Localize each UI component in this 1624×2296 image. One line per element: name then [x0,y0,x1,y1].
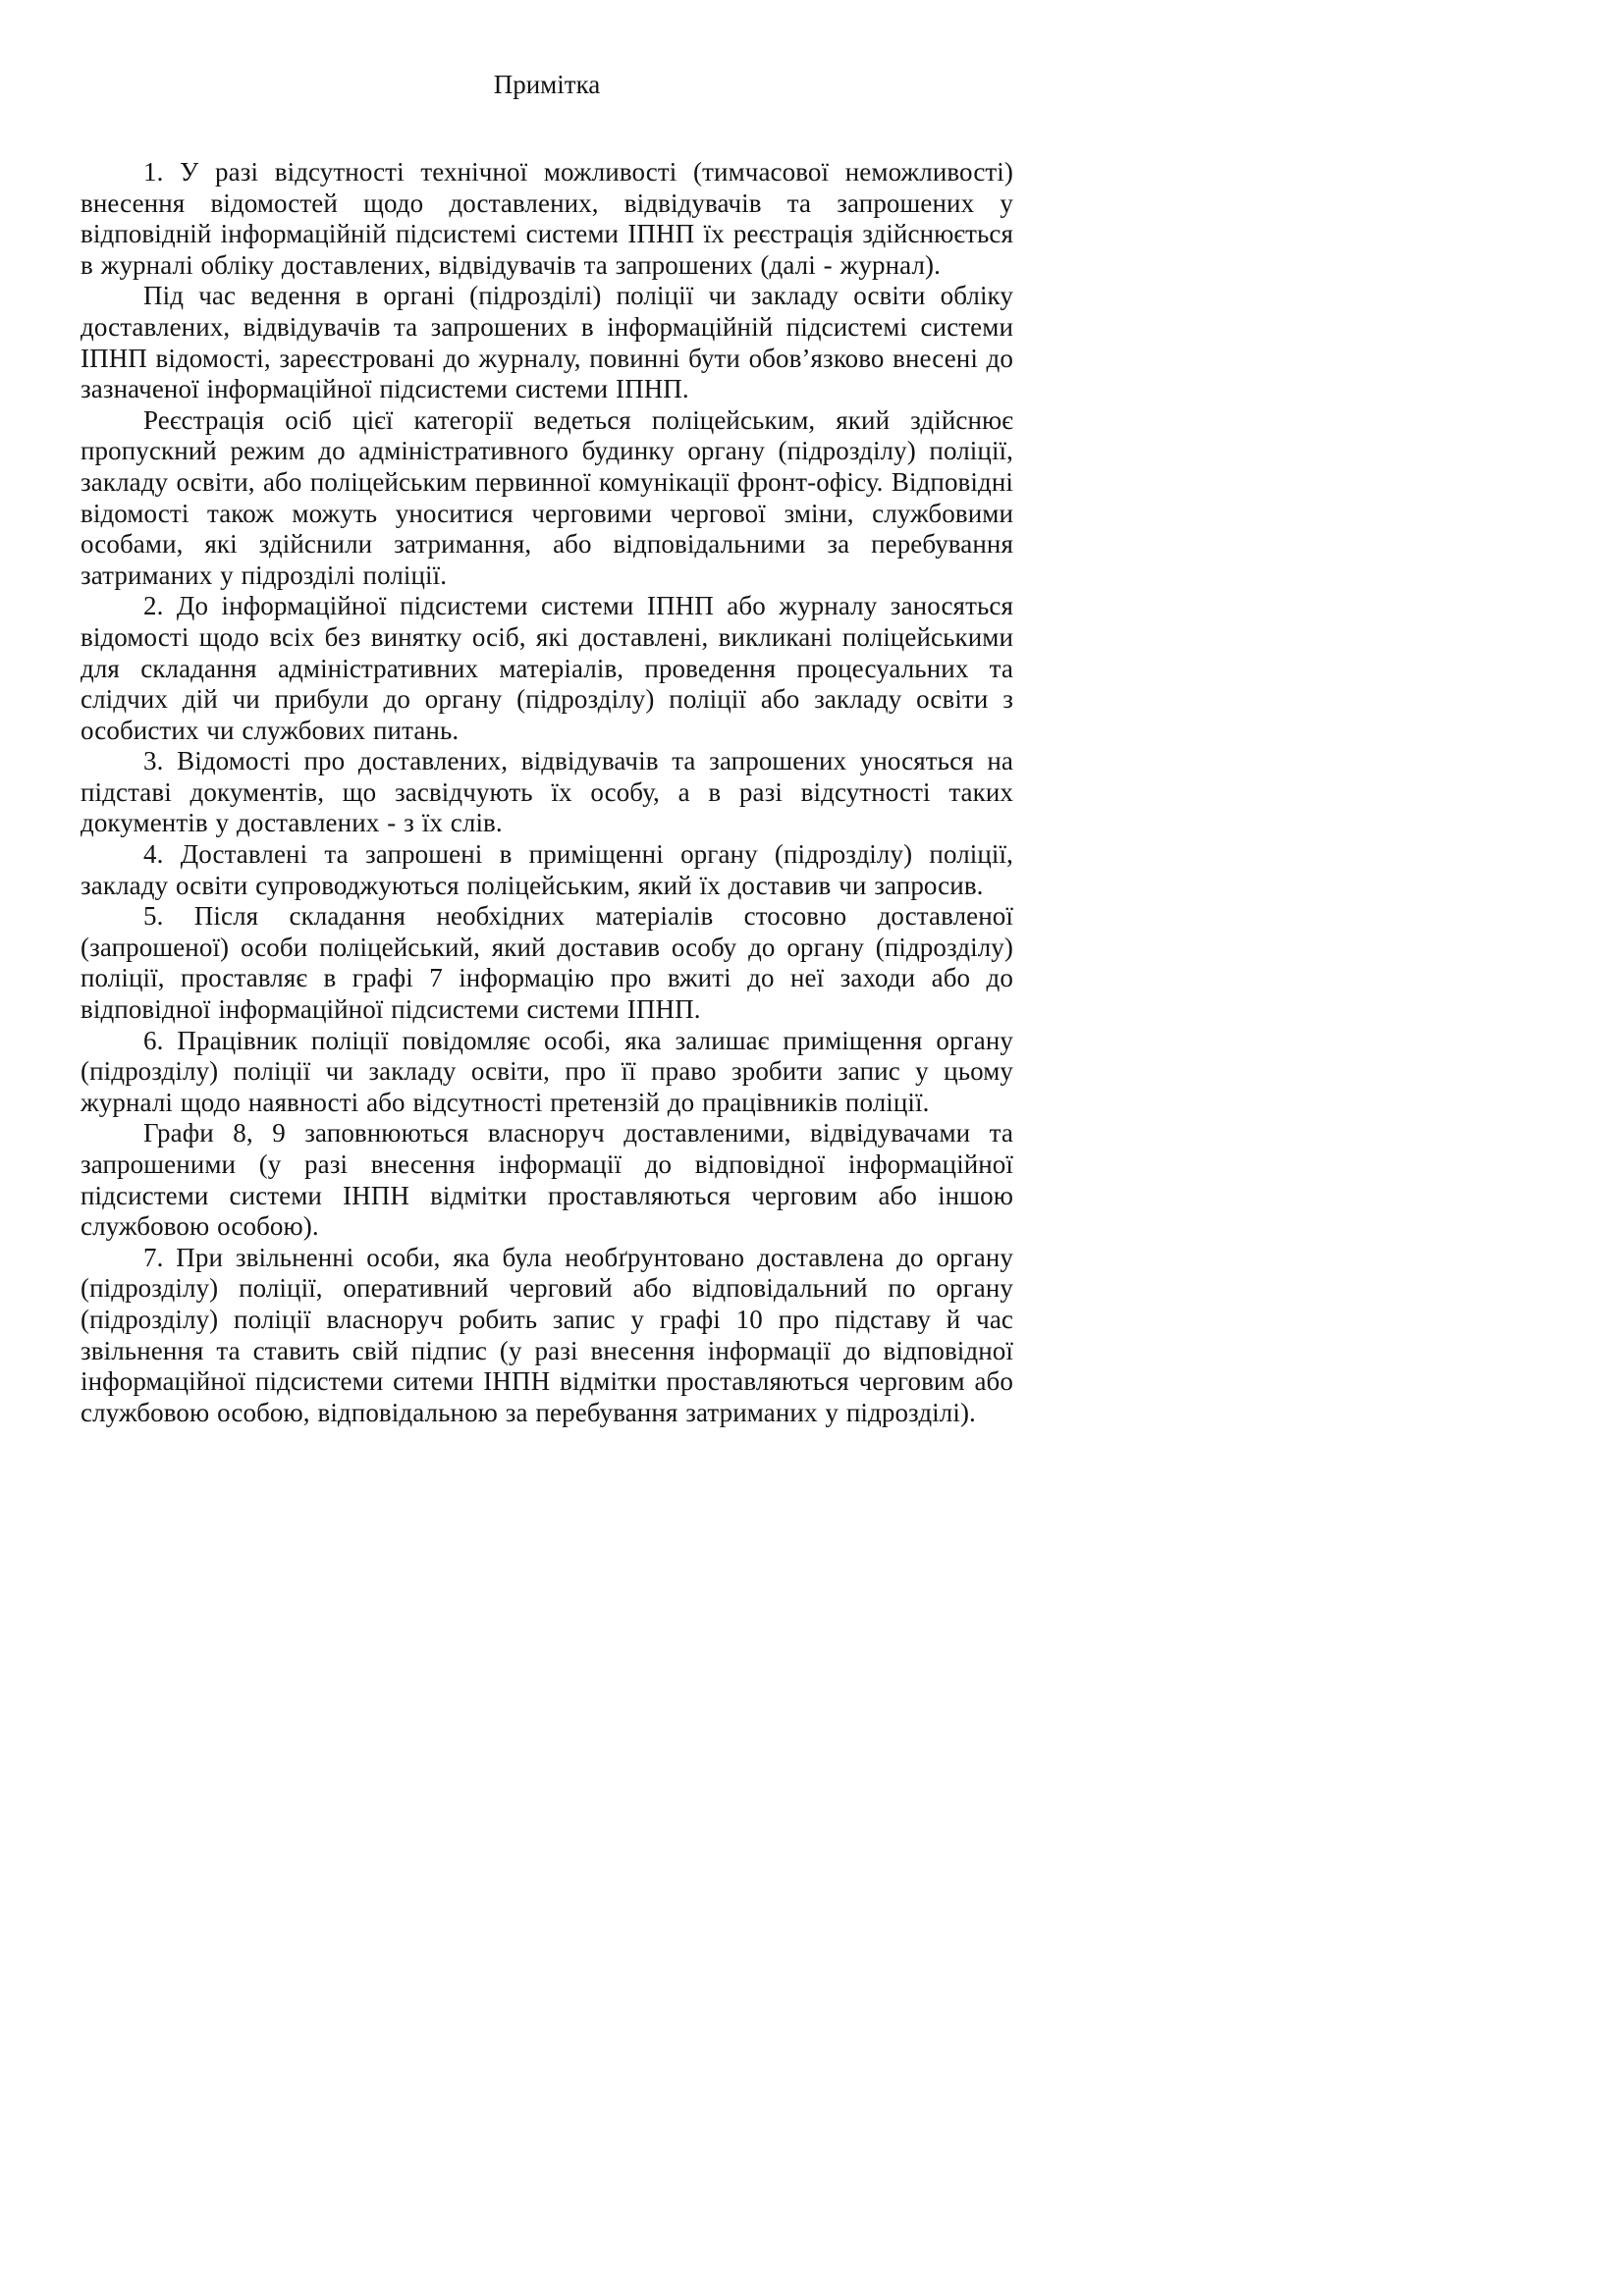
paragraph-9: Графи 8, 9 заповнюються власноруч доставленими, відвідувачами та запрошеними (у разі внесення інформації до відповідної інформаційної підсистеми системи ІНПН відмітки проставляються черговим або іншою службовою особою). [81,1118,1013,1242]
document-content [81,69,1013,1428]
paragraph-8: 6. Працівник поліції повідомляє особі, яка залишає приміщення органу (підрозділу) поліції чи закладу освіти, про її право зробити запис у цьому журналі щодо наявності або відсутності претензій до працівників поліції. [81,1025,1013,1117]
paragraph-7: 5. Після складання необхідних матеріалів стосовно доставленої (запрошеної) особи поліцейський, який доставив особу до органу (підрозділу) поліції, проставляє в графі 7 інформацію про вжиті до неї заходи або до відповідної інформаційної підсистеми системи ІПНП. [81,901,1013,1025]
page-title: Примітка [493,70,601,99]
paragraph-6: 4. Доставлені та запрошені в приміщенні органу (підрозділу) поліції, закладу освіти супроводжуються поліцейським, який їх доставив чи запросив. [81,839,1013,900]
paragraph-5: 3. Відомості про доставлених, відвідувачів та запрошених уносяться на підставі документів, що засвідчують їх особу, а в разі відсутності таких документів у доставлених - з їх слів. [81,746,1013,838]
paragraph-2: Під час ведення в органі (підрозділі) поліції чи закладу освіти обліку доставлених, відвідувачів та запрошених в інформаційній підсистемі системи ІПНП відомості, зареєстровані до журналу, повинні бути обов’язково внесені до зазначеної інформаційної підсистеми системи ІПНП. [81,281,1013,404]
paragraph-10: 7. При звільненні особи, яка була необґрунтовано доставлена до органу (підрозділу) поліції, оперативний черговий або відповідальний по органу (підрозділу) поліції власноруч робить запис у графі 10 про підставу й час звільнення та ставить свій підпис (у разі внесення інформації до відповідної інформаційної підсистеми ситеми ІНПН відмітки проставляються черговим або службовою особою, відповідальною за перебування затриманих у підрозділі). [81,1242,1013,1427]
paragraph-1: 1. У разі відсутності технічної можливості (тимчасової неможливості) внесення відомостей щодо доставлених, відвідувачів та запрошених у відповідній інформаційній підсистемі системи ІПНП їх реєстрація здійснюється в журналі обліку доставлених, відвідувачів та запрошених (далі - журнал). [81,157,1013,280]
paragraph-4: 2. До інформаційної підсистеми системи ІПНП або журналу заносяться відомості щодо всіх без винятку осіб, які доставлені, викликані поліцейськими для складання адміністративних матеріалів, проведення процесуальних та слідчих дій чи прибули до органу (підрозділу) поліції або закладу освіти з особистих чи службових питань. [81,591,1013,745]
paragraph-3: Реєстрація осіб цієї категорії ведеться поліцейським, який здійснює пропускний режим до адміністративного будинку органу (підрозділу) поліції, закладу освіти, або поліцейським первинної комунікації фронт-офісу. Відповідні відомості також можуть уноситися черговими чергової зміни, службовими особами, які здійснили затримання, або відповідальними за перебування затриманих у підрозділі поліції. [81,404,1013,590]
